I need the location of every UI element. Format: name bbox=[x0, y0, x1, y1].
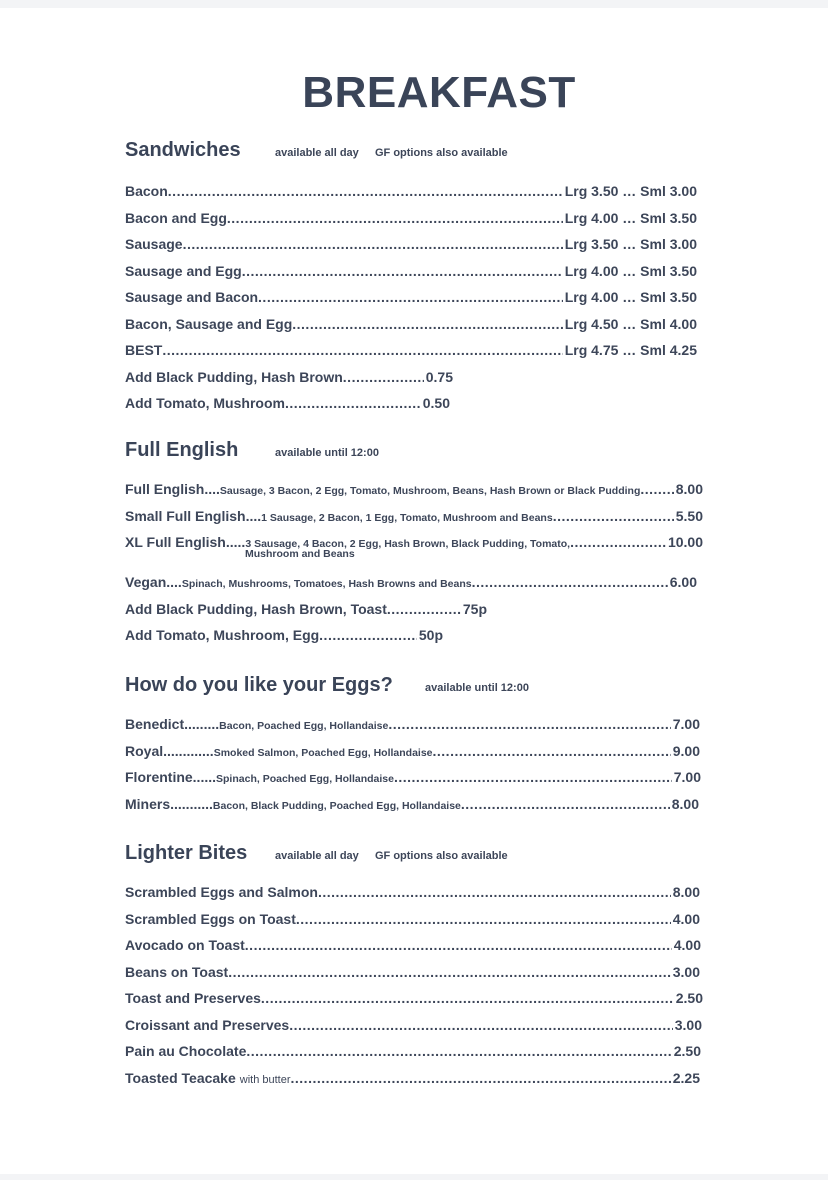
item-price: 4.00 bbox=[673, 937, 701, 953]
section-header bbox=[125, 439, 705, 469]
section-title: Sandwiches bbox=[125, 139, 241, 161]
leader-dots bbox=[292, 316, 562, 332]
leader-dots bbox=[343, 369, 424, 385]
section-header bbox=[125, 139, 705, 169]
item-name: Pain au Chocolate bbox=[125, 1043, 247, 1059]
leader-dots bbox=[433, 743, 671, 759]
leader-dots bbox=[162, 342, 562, 358]
menu-item bbox=[125, 316, 705, 343]
item-description: Sausage, 3 Bacon, 2 Egg, Tomato, Mushroom, Beans, Hash Brown or Black Pudding bbox=[219, 485, 641, 497]
item-price: 7.00 bbox=[673, 769, 701, 785]
leader-dots bbox=[242, 263, 563, 279]
item-name: Scrambled Eggs on Toast bbox=[125, 910, 296, 927]
menu-item bbox=[125, 769, 705, 796]
leader-dots bbox=[246, 1043, 671, 1059]
item-description-continued: Mushroom and Beans bbox=[245, 548, 355, 560]
item-name: Full English.... bbox=[125, 481, 220, 497]
item-price: Lrg 4.75 … Sml 4.25 bbox=[564, 342, 697, 358]
menu-item bbox=[125, 183, 705, 210]
item-price: 6.00 bbox=[669, 574, 697, 590]
item-price: 75p bbox=[462, 600, 487, 617]
item-price: 2.50 bbox=[675, 990, 703, 1006]
leader-dots bbox=[258, 289, 563, 305]
menu-item bbox=[125, 911, 705, 938]
leader-dots bbox=[296, 911, 671, 927]
item-name: Florentine...... bbox=[125, 769, 217, 785]
item-description: Smoked Salmon, Poached Egg, Hollandaise bbox=[213, 746, 433, 759]
section-lighter-bites bbox=[125, 842, 705, 1096]
item-description: with butter bbox=[239, 1073, 291, 1086]
item-description: 3 Sausage, 4 Bacon, 2 Egg, Hash Brown, Black Pudding, Tomato, bbox=[245, 538, 571, 550]
item-name: Sausage bbox=[125, 236, 183, 252]
menu-item bbox=[125, 263, 705, 290]
leader-dots bbox=[553, 508, 674, 524]
leader-dots bbox=[461, 796, 670, 812]
item-name: Toasted Teacake bbox=[125, 1069, 236, 1086]
section-full-english bbox=[125, 439, 705, 654]
menu-item bbox=[125, 743, 705, 770]
item-name: Miners........... bbox=[125, 795, 213, 812]
section-header bbox=[125, 842, 705, 872]
item-name: Royal............. bbox=[125, 742, 214, 759]
section-title: How do you like your Eggs? bbox=[125, 674, 393, 696]
item-name: BEST bbox=[125, 342, 163, 358]
menu-item bbox=[125, 796, 705, 823]
item-price: 3.00 bbox=[672, 963, 700, 980]
addon-item bbox=[125, 369, 705, 396]
menu-item bbox=[125, 937, 705, 964]
item-price: 4.00 bbox=[672, 910, 700, 927]
leader-dots bbox=[319, 627, 417, 643]
leader-dots bbox=[318, 884, 671, 900]
menu-item bbox=[125, 481, 705, 508]
section-title: Full English bbox=[125, 439, 239, 461]
leader-dots bbox=[291, 1070, 671, 1086]
item-name: Toast and Preserves bbox=[125, 990, 261, 1006]
item-description: Spinach, Mushrooms, Tomatoes, Hash Browns and Beans bbox=[181, 578, 472, 590]
item-price: 50p bbox=[418, 627, 443, 643]
section-note: GF options also available bbox=[375, 147, 508, 159]
item-price: 2.50 bbox=[673, 1043, 701, 1059]
menu-item bbox=[125, 964, 705, 991]
item-name: Sausage and Egg bbox=[125, 262, 242, 279]
menu-item bbox=[125, 210, 705, 237]
menu-page bbox=[0, 8, 828, 1174]
item-name: Bacon and Egg bbox=[125, 209, 227, 226]
leader-dots bbox=[183, 236, 563, 252]
item-price: 0.50 bbox=[422, 395, 450, 411]
item-price: Lrg 3.50 … Sml 3.00 bbox=[564, 236, 697, 252]
item-price: 5.50 bbox=[675, 507, 703, 524]
menu-item bbox=[125, 1017, 705, 1044]
section-note: available all day bbox=[275, 147, 359, 159]
addon-item bbox=[125, 601, 705, 628]
leader-dots bbox=[570, 534, 666, 550]
item-name: Benedict......... bbox=[125, 716, 220, 732]
item-name: XL Full English..... bbox=[125, 534, 246, 550]
leader-dots bbox=[394, 769, 672, 785]
addon-item bbox=[125, 395, 705, 422]
menu-title: BREAKFAST bbox=[302, 68, 576, 117]
item-price: Lrg 4.00 … Sml 3.50 bbox=[564, 209, 697, 226]
item-name: Add Tomato, Mushroom, Egg bbox=[125, 627, 320, 643]
leader-dots bbox=[227, 210, 563, 226]
item-price: 2.25 bbox=[672, 1069, 700, 1086]
item-name: Avocado on Toast bbox=[125, 937, 245, 953]
item-name: Bacon, Sausage and Egg bbox=[125, 315, 293, 332]
item-description: Spinach, Poached Egg, Hollandaise bbox=[216, 773, 394, 785]
item-name: Bacon bbox=[125, 183, 168, 199]
item-name: Beans on Toast bbox=[125, 963, 229, 980]
section-note: GF options also available bbox=[375, 850, 508, 862]
menu-item bbox=[125, 1043, 705, 1070]
section-eggs bbox=[125, 674, 705, 822]
menu-item bbox=[125, 574, 705, 601]
leader-dots bbox=[261, 990, 674, 1006]
item-name: Scrambled Eggs and Salmon bbox=[125, 884, 318, 900]
item-price: 3.00 bbox=[674, 1016, 702, 1033]
menu-item bbox=[125, 508, 705, 535]
leader-dots bbox=[228, 964, 671, 980]
section-note: available all day bbox=[275, 850, 359, 862]
section-sandwiches bbox=[125, 139, 705, 422]
item-description: Bacon, Black Pudding, Poached Egg, Hollandaise bbox=[212, 799, 461, 812]
item-price: Lrg 4.50 … Sml 4.00 bbox=[564, 315, 697, 332]
item-price: 8.00 bbox=[671, 795, 699, 812]
item-price: 9.00 bbox=[672, 742, 700, 759]
section-header bbox=[125, 674, 705, 704]
menu-item bbox=[125, 716, 705, 743]
section-note: available until 12:00 bbox=[275, 447, 379, 459]
menu-item bbox=[125, 236, 705, 263]
item-name: Add Black Pudding, Hash Brown bbox=[125, 368, 343, 385]
item-name: Small Full English.... bbox=[125, 507, 262, 524]
item-name: Add Tomato, Mushroom bbox=[125, 395, 285, 411]
addon-item bbox=[125, 627, 705, 654]
item-price: 7.00 bbox=[672, 716, 700, 732]
item-price: Lrg 4.00 … Sml 3.50 bbox=[564, 262, 697, 279]
menu-item bbox=[125, 534, 705, 574]
menu-item bbox=[125, 884, 705, 911]
section-title: Lighter Bites bbox=[125, 842, 248, 864]
leader-dots bbox=[168, 183, 563, 199]
leader-dots bbox=[472, 574, 668, 590]
item-description: Bacon, Poached Egg, Hollandaise bbox=[219, 720, 389, 732]
leader-dots bbox=[388, 716, 670, 732]
leader-dots bbox=[289, 1017, 673, 1033]
leader-dots bbox=[285, 395, 421, 411]
item-price: 8.00 bbox=[672, 884, 700, 900]
menu-item bbox=[125, 1070, 705, 1097]
section-note: available until 12:00 bbox=[425, 682, 529, 694]
item-price: 10.00 bbox=[667, 534, 703, 550]
leader-dots bbox=[387, 601, 461, 617]
item-price: Lrg 4.00 … Sml 3.50 bbox=[564, 289, 697, 305]
menu-item bbox=[125, 342, 705, 369]
leader-dots bbox=[245, 937, 672, 953]
leader-dots bbox=[640, 481, 673, 497]
menu-item bbox=[125, 990, 705, 1017]
menu-item bbox=[125, 289, 705, 316]
item-price: Lrg 3.50 … Sml 3.00 bbox=[564, 183, 697, 199]
item-name: Croissant and Preserves bbox=[125, 1016, 290, 1033]
item-name: Sausage and Bacon bbox=[125, 289, 259, 305]
item-price: 0.75 bbox=[425, 368, 453, 385]
item-price: 8.00 bbox=[675, 481, 703, 497]
item-name: Add Black Pudding, Hash Brown, Toast bbox=[125, 600, 387, 617]
item-name: Vegan.... bbox=[125, 574, 182, 590]
item-description: 1 Sausage, 2 Bacon, 1 Egg, Tomato, Mushroom and Beans bbox=[261, 511, 553, 524]
